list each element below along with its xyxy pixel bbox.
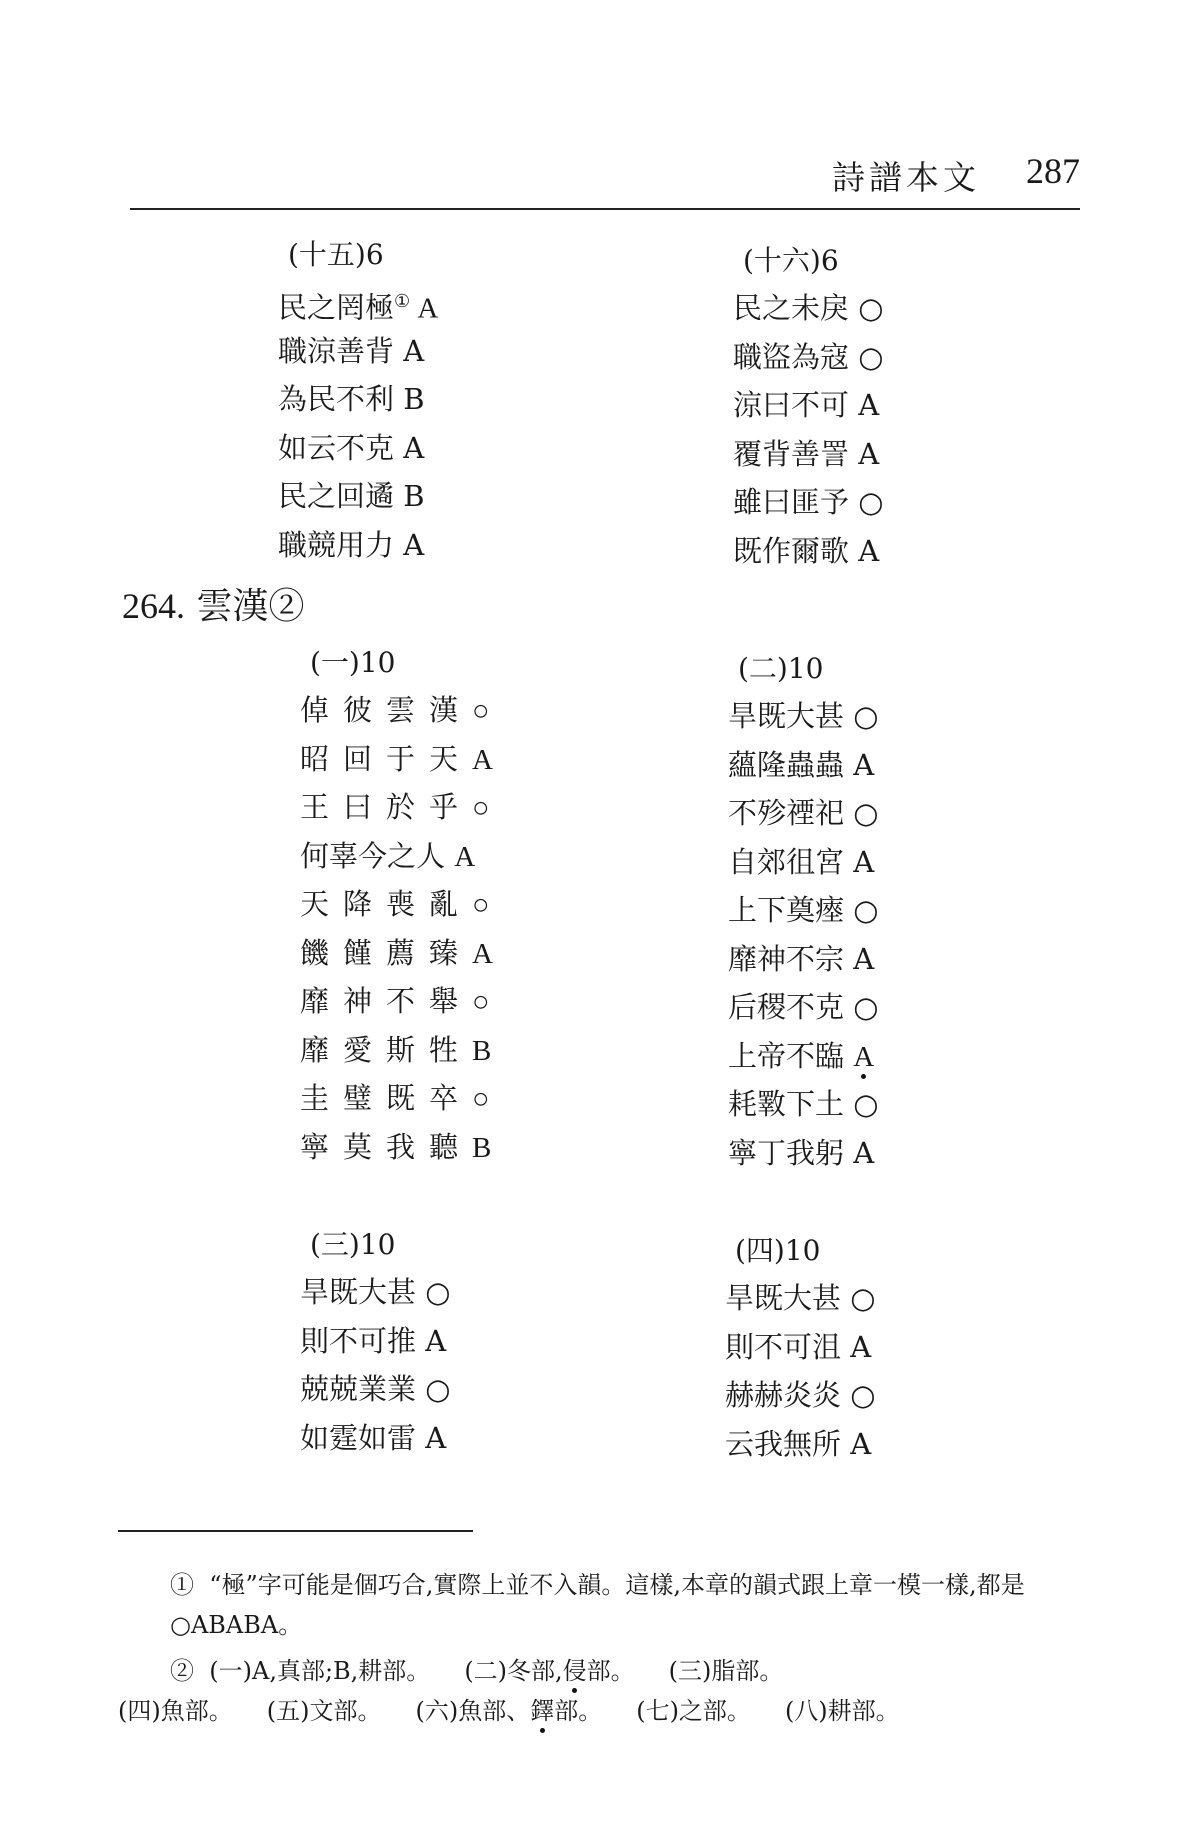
line-text: 靡愛斯牲	[300, 1032, 473, 1067]
rhyme-mark: A	[410, 292, 439, 325]
line-text: 昭回于天	[300, 741, 473, 776]
rhyme-mark: B	[472, 1131, 492, 1164]
line-text: 倬彼雲漢	[300, 693, 473, 727]
stanza-line	[300, 880, 493, 929]
stanza-line: 覆背善詈 A	[733, 436, 880, 471]
stanza-line: 為民不利 B	[278, 382, 425, 416]
stanza-16	[733, 238, 884, 575]
stanza-heading: (一)10	[310, 646, 396, 679]
stanza-line: 職盜為寇 ○	[733, 339, 884, 374]
stanza-line	[278, 278, 438, 327]
stanza-line	[300, 929, 493, 978]
footnote-item: 部。	[554, 1697, 603, 1725]
stanza-line: 蘊隆蟲蟲 A	[728, 747, 875, 782]
stanza-line	[300, 686, 493, 735]
stanza-4	[725, 1228, 876, 1468]
footnote-item-dotted: 侵	[562, 1657, 587, 1685]
poem-title	[122, 578, 304, 629]
stanza-heading: (二)10	[738, 652, 824, 685]
rhyme-mark: B	[472, 1034, 492, 1067]
line-text: 民之罔極	[278, 290, 395, 325]
stanza-heading: (三)10	[310, 1228, 396, 1261]
stanza-line: 則不可沮 A	[725, 1329, 872, 1364]
stanza-line: 如云不克 A	[278, 430, 425, 465]
rhyme-mark: A	[472, 743, 493, 776]
stanza-line: 旱既大甚 ○	[728, 699, 879, 733]
line-text: 寧莫我聽	[300, 1129, 473, 1164]
stanza-line: 自郊徂宮 A	[728, 844, 875, 879]
footnote-item: (一)A,真部;B,耕部。	[209, 1657, 431, 1685]
footnote-ref-1[interactable]: ①	[394, 291, 411, 312]
stanza-line: 兢兢業業 ○	[300, 1372, 451, 1406]
footnote-item-dotted: 鐸	[530, 1697, 555, 1725]
footnote-item: (七)之部。	[636, 1697, 751, 1725]
stanza-3	[300, 1222, 451, 1462]
stanza-line: 上下奠瘞 ○	[728, 893, 879, 927]
stanza-line	[300, 1074, 493, 1123]
line-text: 王曰於乎	[300, 790, 473, 824]
stanza-line: 寧丁我躬 A	[728, 1135, 875, 1170]
poem-number: 264.	[122, 586, 185, 626]
stanza-line: 靡神不宗 A	[728, 941, 875, 976]
stanza-line: 雖曰匪予 ○	[733, 485, 884, 519]
stanza-1	[300, 640, 493, 1171]
rhyme-mark: ○	[472, 986, 490, 1018]
footnote-item: (四)魚部。	[118, 1697, 233, 1725]
line-text: 饑饉薦臻	[300, 935, 473, 970]
stanza-line: 耗斁下土 ○	[728, 1087, 879, 1121]
line-text: 何辜今之人	[300, 838, 446, 873]
rhyme-mark: ○	[472, 889, 490, 921]
line-text: 圭璧既卒	[300, 1081, 473, 1115]
stanza-line: 旱既大甚 ○	[300, 1275, 451, 1309]
stanza-line: 赫赫炎炎 ○	[725, 1378, 876, 1412]
stanza-heading: (十六)6	[743, 244, 839, 277]
stanza-line: 民之未戾 ○	[733, 291, 884, 325]
rhyme-mark-dotted: A	[853, 1033, 874, 1082]
footnote-item: (三)脂部。	[668, 1657, 784, 1685]
line-text: 靡神不舉	[300, 984, 473, 1018]
stanza-line: 如霆如雷 A	[300, 1420, 447, 1455]
line-text: 上帝不臨	[728, 1038, 845, 1073]
rhyme-mark: A	[454, 840, 476, 873]
stanza-line: 職競用力 A	[278, 527, 425, 562]
stanza-line: 不殄禋祀 ○	[728, 796, 879, 830]
footnotes	[118, 1565, 1083, 1731]
stanza-line: 后稷不克 ○	[728, 990, 879, 1024]
stanza-15	[278, 232, 438, 569]
stanza-line	[300, 783, 493, 832]
running-title: 詩譜本文	[832, 158, 980, 197]
footnote-2	[118, 1651, 1083, 1691]
stanza-line: 涼曰不可 A	[733, 388, 880, 422]
rhyme-mark: ○	[472, 792, 490, 824]
stanza-line: 職涼善背 A	[278, 333, 425, 368]
stanza-line: 既作爾歌 A	[733, 533, 880, 568]
stanza-line	[300, 1026, 493, 1075]
footnote-text: “極”字可能是個巧合,實際上並不入韻。這樣,本章的韻式跟上章一模一樣,都是○ABABA。	[170, 1571, 1025, 1639]
rhyme-mark: ○	[472, 695, 490, 727]
rhyme-mark: ○	[472, 1083, 490, 1115]
stanza-line: 旱既大甚 ○	[725, 1281, 876, 1315]
page-header	[130, 150, 1080, 210]
stanza-line	[300, 1123, 493, 1172]
footnote-2-cont	[118, 1691, 1083, 1731]
footnote-marker: ②	[170, 1657, 194, 1685]
stanza-heading: (四)10	[735, 1234, 821, 1267]
poem-name: 雲漢	[196, 586, 269, 627]
stanza-2	[728, 646, 879, 1177]
stanza-line	[300, 735, 493, 784]
line-text: 天降喪亂	[300, 887, 473, 921]
footnote-rule	[118, 1530, 473, 1532]
header-rule	[130, 208, 1080, 210]
page-number: 287	[1026, 151, 1080, 191]
stanza-line: 民之回遹 B	[278, 479, 425, 513]
stanza-heading: (十五)6	[288, 238, 384, 271]
stanza-line	[728, 1032, 879, 1081]
footnote-item: (八)耕部。	[784, 1697, 900, 1725]
footnote-item: 部。	[586, 1657, 635, 1685]
stanza-line: 則不可推 A	[300, 1323, 447, 1358]
footnote-item: (二)冬部,	[464, 1657, 563, 1685]
footnote-item: (六)魚部、	[415, 1697, 531, 1725]
stanza-line	[300, 977, 493, 1026]
stanza-line	[300, 832, 493, 881]
footnote-item: (五)文部。	[266, 1697, 382, 1725]
rhyme-mark: A	[472, 937, 493, 970]
footnote-ref-2[interactable]: ②	[268, 586, 305, 627]
stanza-line: 云我無所 A	[725, 1426, 872, 1461]
footnote-marker: ①	[170, 1571, 194, 1599]
footnote-1	[118, 1565, 1083, 1645]
